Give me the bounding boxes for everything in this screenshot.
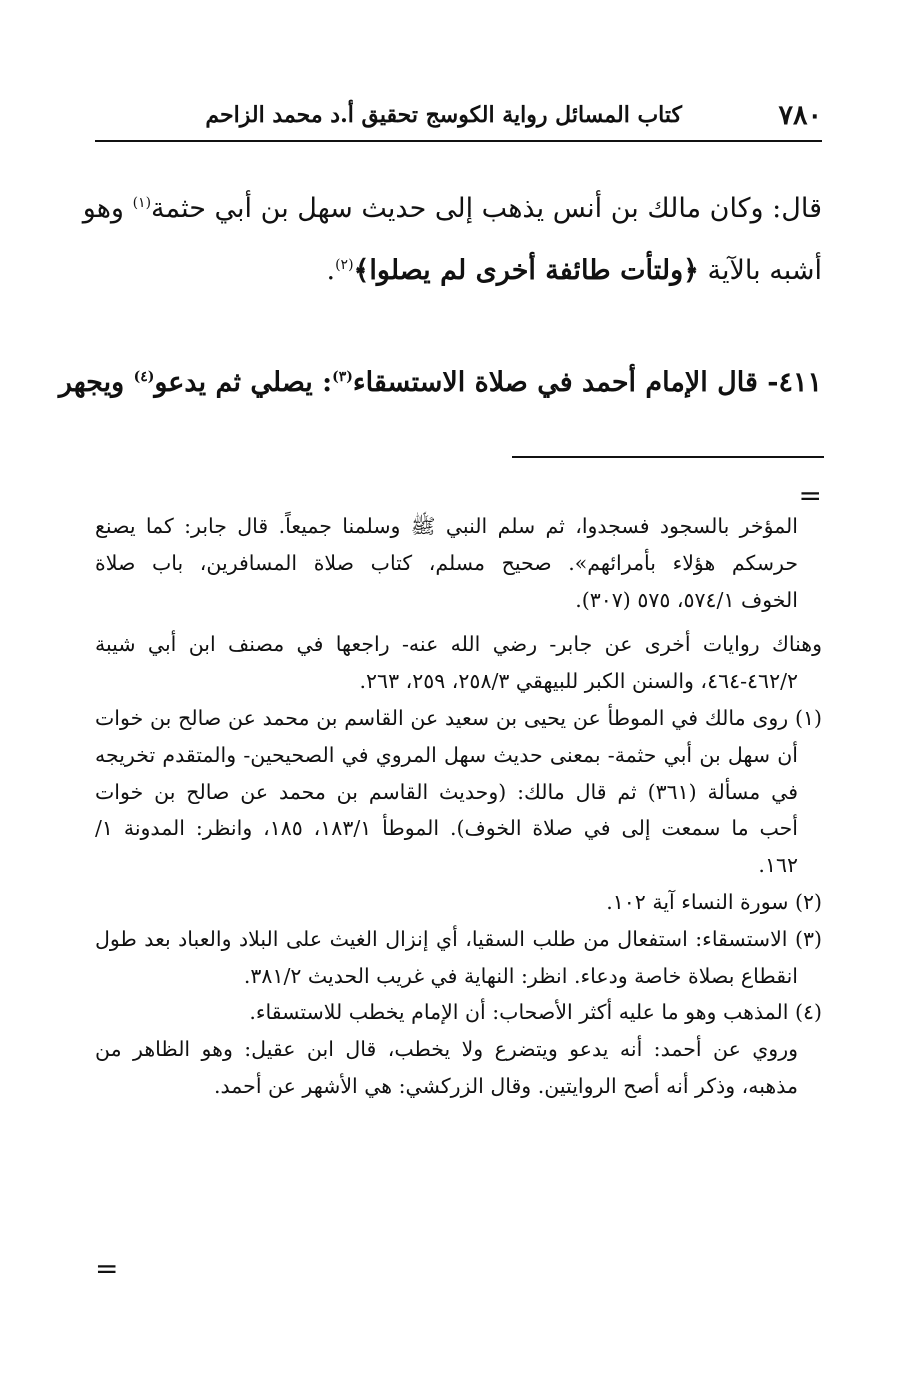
footnote-line: المؤخر بالسجود فسجدوا، ثم سلم النبي ﷺ وسلمنا جميعاً. قال جابر: كما يصنع bbox=[95, 514, 798, 538]
footnote-line: انقطاع بصلاة خاصة ودعاء. انظر: النهاية في غريب الحديث ٣٨١/٢. bbox=[243, 963, 798, 988]
continuation-mark-top: = bbox=[798, 479, 822, 512]
footnote-line: أحب ما سمعت إلى في صلاة الخوف). الموطأ ١٨٣/١، ١٨٥، وانظر: المدونة ١/ bbox=[95, 816, 798, 841]
main-text: وهو bbox=[82, 193, 133, 224]
footnote-line: وروي عن أحمد: أنه يدعو ويتضرع ولا يخطب، قال ابن عقيل: وهو الظاهر من bbox=[95, 1037, 798, 1062]
page-header bbox=[95, 100, 822, 142]
footnote-line: (٣) الاستسقاء: استفعال من طلب السقيا، أي إنزال الغيث على البلاد والعباد بعد طول bbox=[95, 926, 822, 951]
footnote-continuation-2 bbox=[95, 626, 822, 700]
footnote-separator bbox=[512, 456, 824, 458]
issue-text: ويجهر bbox=[58, 367, 134, 398]
footnote-line: (٤) المذهب وهو ما عليه أكثر الأصحاب: أن الإمام يخطب للاستسقاء. bbox=[249, 1000, 822, 1025]
footnote-line: أن سهل بن أبي حثمة- بمعنى حديث سهل المروي في الصحيحين- والمتقدم تخريجه bbox=[95, 742, 798, 767]
footnote-ref-3: (٣) bbox=[332, 369, 353, 385]
footnote-1 bbox=[95, 700, 822, 884]
issue-text: : يصلي ثم يدعو bbox=[154, 367, 333, 398]
footnotes bbox=[95, 508, 822, 1105]
main-paragraph bbox=[82, 178, 822, 302]
continuation-mark-bottom: = bbox=[95, 1252, 119, 1285]
running-title: كتاب المسائل رواية الكوسج تحقيق أ.د محمد الزاحم bbox=[205, 102, 682, 128]
quran-verse: ﴿ولتأت طائفة أخرى لم يصلوا﴾ bbox=[353, 255, 699, 286]
footnote-2 bbox=[95, 884, 822, 921]
footnote-ref-1: (١) bbox=[132, 195, 152, 211]
footnote-line: في مسألة (٣٦١) ثم قال مالك: (وحديث القاسم بن محمد عن صالح بن خوات bbox=[95, 779, 799, 804]
issue-411 bbox=[58, 355, 822, 411]
main-text: أشبه بالآية bbox=[698, 255, 822, 286]
page-number: ٧٨٠ bbox=[778, 100, 822, 131]
footnote-line: (١) روى مالك في الموطأ عن يحيى بن سعيد عن القاسم بن محمد عن صالح بن خوات bbox=[95, 705, 822, 730]
footnote-4 bbox=[95, 994, 822, 1104]
main-text: قال: وكان مالك بن أنس يذهب إلى حديث سهل بن أبي حثمة bbox=[151, 193, 822, 224]
footnote-line: مذهبه، وذكر أنه أصح الروايتين. وقال الزركشي: هي الأشهر عن أحمد. bbox=[214, 1073, 798, 1098]
footnote-line: وهناك روايات أخرى عن جابر- رضي الله عنه- راجعها في مصنف ابن أبي شيبة bbox=[95, 632, 822, 657]
footnote-3 bbox=[95, 921, 822, 995]
footnote-line: حرسكم هؤلاء بأمرائهم». صحيح مسلم، كتاب صلاة المسافرين، باب صلاة bbox=[95, 550, 798, 575]
footnote-line: ٤٦٢/٢-٤٦٤، والسنن الكبر للبيهقي ٢٥٨/٣، ٢٥٩، ٢٦٣. bbox=[359, 669, 798, 694]
footnote-continuation bbox=[95, 508, 822, 618]
footnote-line: (٢) سورة النساء آية ١٠٢. bbox=[606, 889, 822, 914]
main-line-1 bbox=[82, 178, 822, 240]
footnote-ref-4: (٤) bbox=[133, 369, 155, 385]
main-line-2 bbox=[95, 240, 822, 302]
footnote-line: ١٦٢. bbox=[758, 853, 798, 878]
issue-text: ٤١١- قال الإمام أحمد في صلاة الاستسقاء bbox=[352, 367, 822, 398]
footnote-line: الخوف ٥٧٤/١، ٥٧٥ (٣٠٧). bbox=[575, 587, 798, 612]
main-text: . bbox=[326, 255, 336, 286]
footnote-ref-2: (٢) bbox=[335, 257, 354, 273]
